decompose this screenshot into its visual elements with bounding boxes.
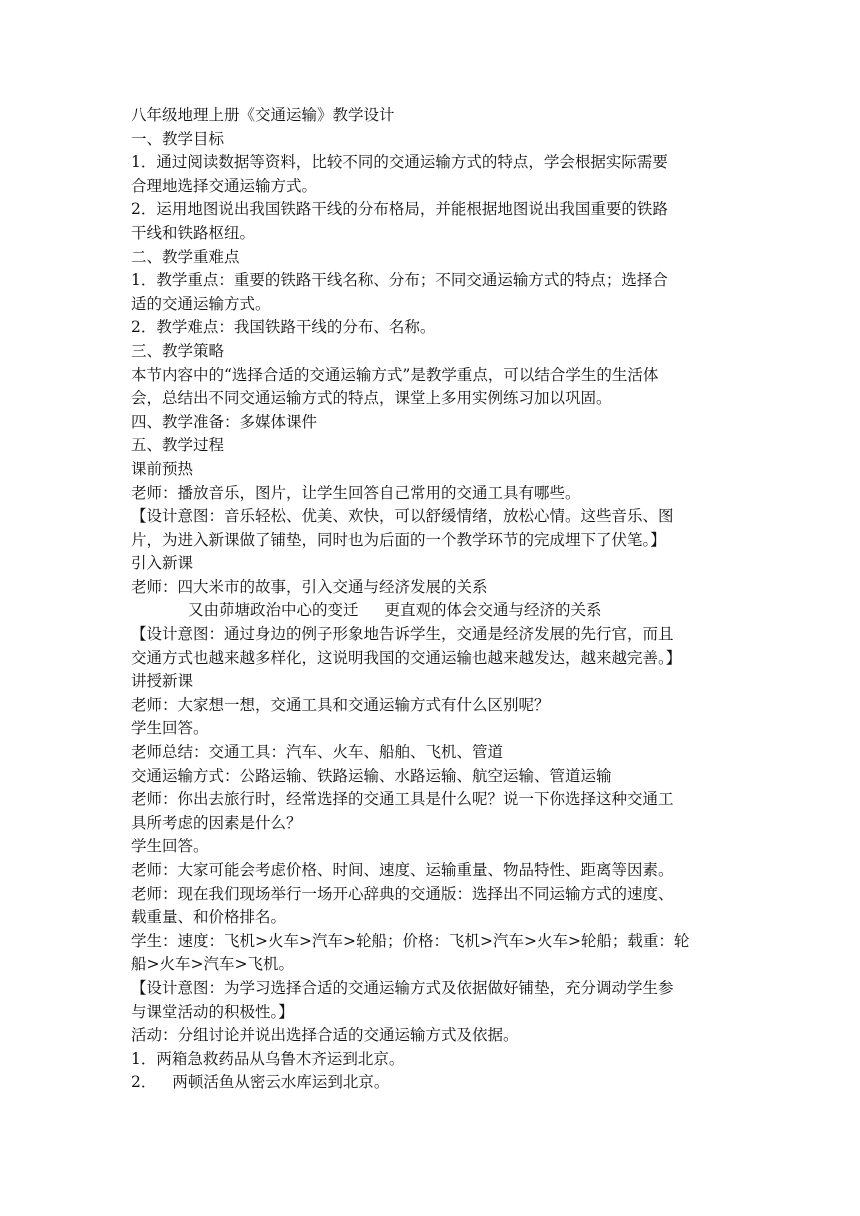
activity-heading: 活动：分组讨论并说出选择合适的交通运输方式及依据。	[131, 1026, 519, 1045]
intro-teacher: 老师：四大米市的故事，引入交通与经济发展的关系	[131, 577, 488, 596]
objective-2-line-2: 干线和铁路枢纽。	[131, 223, 256, 242]
activity-item-2-text: 两顿活鱼从密云水库运到北京。	[172, 1073, 390, 1092]
section-heading-key-points: 二、教学重难点	[131, 247, 240, 266]
teach-summary-tools: 老师总结：交通工具：汽车、火车、船舶、飞机、管道	[131, 743, 504, 762]
section-heading-strategy: 三、教学策略	[131, 341, 225, 360]
intro-intent-line-1: 【设计意图：通过身边的例子形象地告诉学生，交通是经济发展的先行官，而且	[131, 625, 674, 644]
teach-answer-1: 学生回答。	[131, 719, 209, 738]
intro-sub-part-1: 又由茆塘政治中心的变迁	[188, 601, 359, 620]
strategy-line-1: 本节内容中的“选择合适的交通运输方式”是教学重点，可以结合学生的生活体	[131, 365, 659, 384]
teach-question-2-line-1: 老师：你出去旅行时，经常选择的交通工具是什么呢？说一下你选择这种交通工	[131, 790, 674, 809]
document-title: 八年级地理上册《交通运输》教学设计	[131, 106, 395, 124]
section-heading-preparation: 四、教学准备：多媒体课件	[131, 412, 318, 431]
strategy-line-2: 会，总结出不同交通运输方式的特点，课堂上多用实例练习加以巩固。	[131, 389, 612, 408]
key-point-1-line-1: 1．教学重点：重要的铁路干线名称、分布；不同交通运输方式的特点；选择合	[131, 271, 668, 290]
objective-1-line-2: 合理地选择交通运输方式。	[131, 176, 318, 195]
warmup-teacher: 老师：播放音乐，图片，让学生回答自己常用的交通工具有哪些。	[131, 483, 581, 502]
activity-item-2-number: 2．	[131, 1073, 157, 1092]
key-point-1-line-2: 适的交通运输方式。	[131, 294, 271, 313]
subheading-teach: 讲授新课	[131, 672, 194, 691]
section-heading-objectives: 一、教学目标	[131, 129, 225, 148]
teach-student-line-2: 船>火车>汽车>飞机。	[131, 955, 294, 974]
subheading-intro: 引入新课	[131, 554, 194, 573]
intro-sub-line	[131, 599, 731, 623]
warmup-intent-line-1: 【设计意图：音乐轻松、优美、欢快，可以舒缓情绪，放松心情。这些音乐、图	[131, 507, 674, 526]
subheading-warmup: 课前预热	[131, 459, 194, 478]
key-point-2: 2．教学难点：我国铁路干线的分布、名称。	[131, 318, 436, 337]
teach-intent-line-2: 与课堂活动的积极性。】	[131, 1002, 294, 1021]
intro-intent-line-2: 交通方式也越来越多样化，这说明我国的交通运输也越来越发达，越来越完善。】	[131, 648, 682, 667]
objective-1-line-1: 1．通过阅读数据等资料，比较不同的交通运输方式的特点，学会根据实际需要	[131, 153, 668, 172]
activity-item-1: 1．两箱急救药品从乌鲁木齐运到北京。	[131, 1049, 405, 1068]
warmup-intent-line-2: 片，为进入新课做了铺垫，同时也为后面的一个教学环节的完成埋下了伏笔。】	[131, 530, 666, 549]
teach-intent-line-1: 【设计意图：为学习选择合适的交通运输方式及依据做好铺垫，充分调动学生参	[131, 978, 674, 997]
teach-student-line-1: 学生：速度：飞机>火车>汽车>轮船；价格：飞机>汽车>火车>轮船；载重：轮	[131, 931, 690, 950]
section-heading-process: 五、教学过程	[131, 436, 225, 455]
teach-game-line-1: 老师：现在我们现场举行一场开心辞典的交通版：选择出不同运输方式的速度、	[131, 884, 674, 903]
teach-game-line-2: 载重量、和价格排名。	[131, 908, 287, 927]
activity-item-2	[131, 1071, 731, 1095]
intro-sub-part-2: 更直观的体会交通与经济的关系	[384, 601, 602, 620]
teach-summary-modes: 交通运输方式：公路运输、铁路运输、水路运输、航空运输、管道运输	[131, 766, 612, 785]
teach-question-2-line-2: 具所考虑的因素是什么？	[131, 813, 302, 832]
teach-summary-factors: 老师：大家可能会考虑价格、时间、速度、运输重量、物品特性、距离等因素。	[131, 861, 674, 879]
document-page	[131, 104, 731, 1095]
objective-2-line-1: 2．运用地图说出我国铁路干线的分布格局，并能根据地图说出我国重要的铁路	[131, 200, 668, 219]
teach-answer-2: 学生回答。	[131, 837, 209, 856]
teach-question-1: 老师：大家想一想，交通工具和交通运输方式有什么区别呢？	[131, 695, 550, 714]
